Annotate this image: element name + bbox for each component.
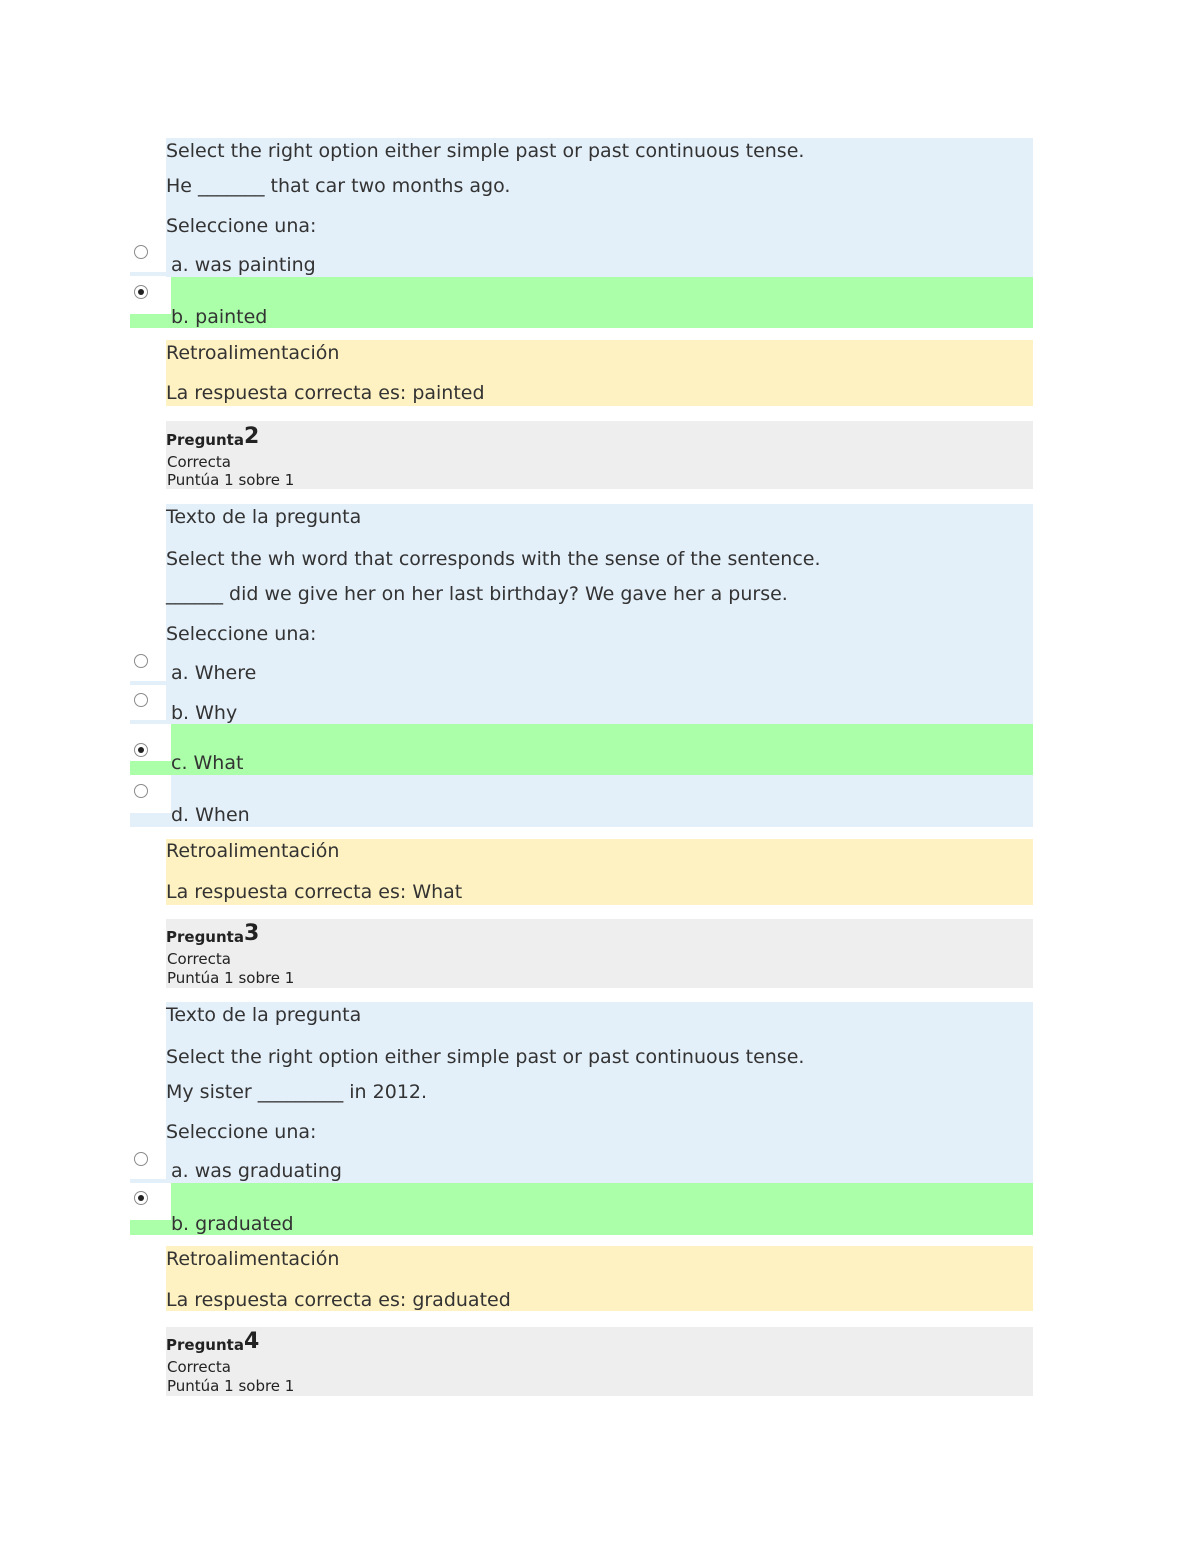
option-d-label[interactable]: d. When <box>171 804 250 826</box>
option-selected-strip <box>130 761 171 775</box>
question-score: Puntúa 1 sobre 1 <box>167 471 295 489</box>
option-selected-bg <box>171 1183 1033 1235</box>
select-one-label: Seleccione una: <box>166 623 317 645</box>
radio-option-a[interactable] <box>134 654 148 668</box>
question-4-info <box>166 1327 1033 1396</box>
question-number: 2 <box>244 424 260 449</box>
feedback-correct-answer: La respuesta correcta es: painted <box>166 382 485 404</box>
option-strip <box>130 1179 170 1183</box>
question-text-label: Texto de la pregunta <box>166 1004 362 1026</box>
question-sentence: ______ did we give her on her last birthday? We gave her a purse. <box>166 583 788 605</box>
question-instruction: Select the right option either simple past or past continuous tense. <box>166 1046 805 1068</box>
option-d-bg <box>171 775 1033 827</box>
radio-option-c[interactable] <box>134 743 148 757</box>
option-selected-bg <box>171 724 1033 775</box>
option-b-label[interactable]: b. Why <box>171 702 238 724</box>
option-strip <box>130 813 171 827</box>
radio-option-a[interactable] <box>134 1152 148 1166</box>
option-a-label[interactable]: a. was painting <box>171 254 316 276</box>
question-instruction: Select the wh word that corresponds with the sense of the sentence. <box>166 548 821 570</box>
radio-option-b[interactable] <box>134 285 148 299</box>
question-status: Correcta <box>167 1358 231 1376</box>
question-label: Pregunta <box>166 1336 244 1354</box>
option-b-label[interactable]: b. graduated <box>171 1213 294 1235</box>
radio-option-a[interactable] <box>134 245 148 259</box>
question-status: Correcta <box>167 453 231 471</box>
question-number: 4 <box>244 1329 260 1354</box>
question-label: Pregunta <box>166 928 244 946</box>
select-one-label: Seleccione una: <box>166 1121 317 1143</box>
question-sentence: He _______ that car two months ago. <box>166 175 511 197</box>
feedback-correct-answer: La respuesta correcta es: graduated <box>166 1289 511 1311</box>
option-strip <box>130 681 170 685</box>
radio-option-b[interactable] <box>134 693 148 707</box>
question-text-label: Texto de la pregunta <box>166 506 362 528</box>
select-one-label: Seleccione una: <box>166 215 317 237</box>
option-a-label[interactable]: a. Where <box>171 662 257 684</box>
question-score: Puntúa 1 sobre 1 <box>167 969 295 987</box>
option-strip <box>130 720 170 724</box>
question-2-content <box>166 504 1033 724</box>
feedback-correct-answer: La respuesta correcta es: What <box>166 881 463 903</box>
feedback-title: Retroalimentación <box>166 840 340 862</box>
option-selected-bg <box>171 277 1033 328</box>
question-instruction: Select the right option either simple past or past continuous tense. <box>166 140 805 162</box>
question-label: Pregunta <box>166 431 244 449</box>
question-3-info <box>166 919 1033 988</box>
question-score: Puntúa 1 sobre 1 <box>167 1377 295 1395</box>
option-b-label[interactable]: b. painted <box>171 306 268 328</box>
option-selected-strip <box>130 314 171 328</box>
option-c-label[interactable]: c. What <box>171 752 244 774</box>
question-sentence: My sister _________ in 2012. <box>166 1081 428 1103</box>
option-a-label[interactable]: a. was graduating <box>171 1160 342 1182</box>
feedback-title: Retroalimentación <box>166 342 340 364</box>
question-number: 3 <box>244 921 260 946</box>
option-selected-strip <box>130 1220 171 1235</box>
question-2-info <box>166 421 1033 489</box>
option-strip <box>130 272 170 276</box>
radio-option-d[interactable] <box>134 784 148 798</box>
feedback-title: Retroalimentación <box>166 1248 340 1270</box>
question-status: Correcta <box>167 950 231 968</box>
radio-option-b[interactable] <box>134 1191 148 1205</box>
